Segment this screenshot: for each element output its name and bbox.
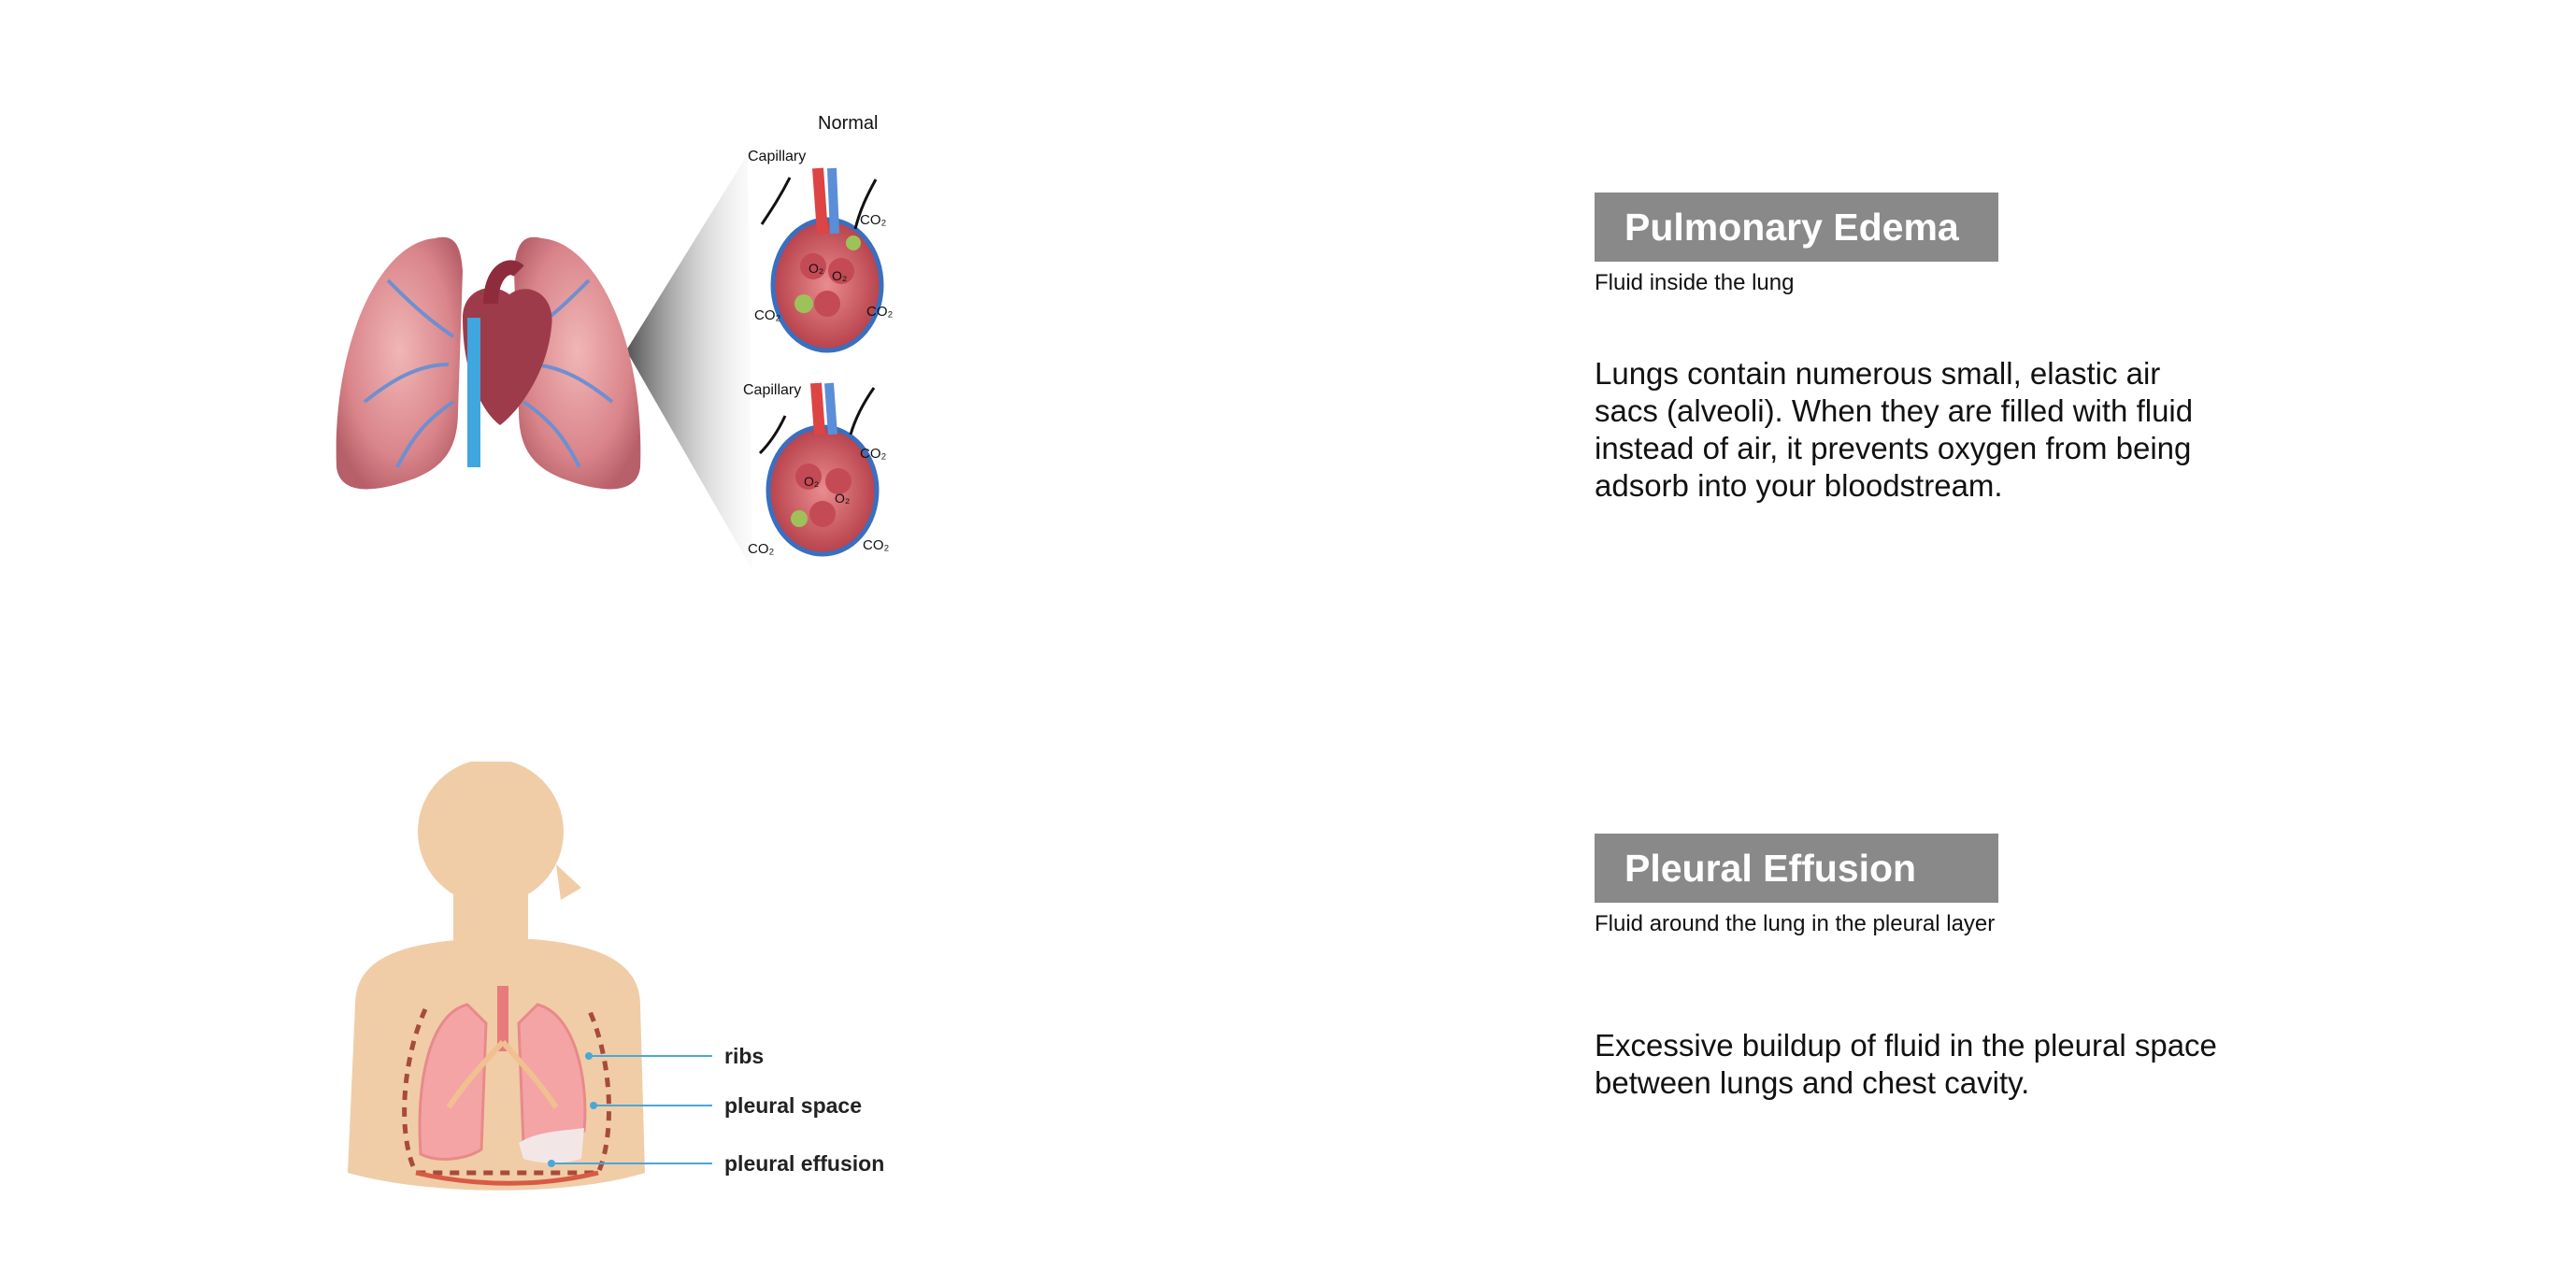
o2-label-4: O₂ <box>835 491 851 506</box>
trachea <box>497 986 508 1051</box>
co2-label-2: CO₂ <box>754 307 781 323</box>
co2-label-3: CO₂ <box>866 304 894 320</box>
capillary-label-bottom: Capillary <box>743 382 802 398</box>
o2-label-3: O₂ <box>804 474 820 489</box>
normal-label: Normal <box>818 113 879 134</box>
pleural-effusion-description: Excessive buildup of fluid in the pleural space between lungs and chest cavity. <box>1595 1028 2217 1100</box>
o2-label-1: O₂ <box>809 261 824 276</box>
normal-alveoli <box>773 168 881 350</box>
capillary-label-top: Capillary <box>748 149 807 164</box>
pulmonary-edema-subtitle: Fluid inside the lung <box>1595 270 1795 295</box>
co2-label-1: CO₂ <box>860 212 887 228</box>
pleural-effusion-title: Pleural Effusion <box>1595 834 1998 903</box>
vena-cava <box>467 318 480 467</box>
inflow-arrow-1 <box>762 178 790 224</box>
pleural-effusion-subtitle: Fluid around the lung in the pleural layer <box>1595 911 1996 936</box>
pulmonary-edema-illustration <box>322 103 921 598</box>
pleural-effusion-label: pleural effusion <box>724 1151 885 1176</box>
ribs-label: ribs <box>724 1044 765 1068</box>
zoom-cone <box>626 154 752 570</box>
pulmonary-edema-description: Lungs contain numerous small, elastic air sacs (alveoli). When they are filled with fluid instead of air, it prevents oxygen from being adsorb into your bloodstream. <box>1595 356 2194 503</box>
outflow-arrow-2 <box>851 388 874 435</box>
pleural-effusion-illustration <box>336 762 916 1206</box>
pulmonary-edema-title: Pulmonary Edema <box>1595 193 1998 262</box>
co2-label-4: CO₂ <box>860 446 887 462</box>
co2-label-5: CO₂ <box>748 541 775 557</box>
co2-label-6: CO₂ <box>863 537 890 553</box>
pleural-space-label: pleural space <box>724 1093 863 1118</box>
torso <box>348 939 645 1191</box>
o2-label-2: O₂ <box>832 268 848 283</box>
